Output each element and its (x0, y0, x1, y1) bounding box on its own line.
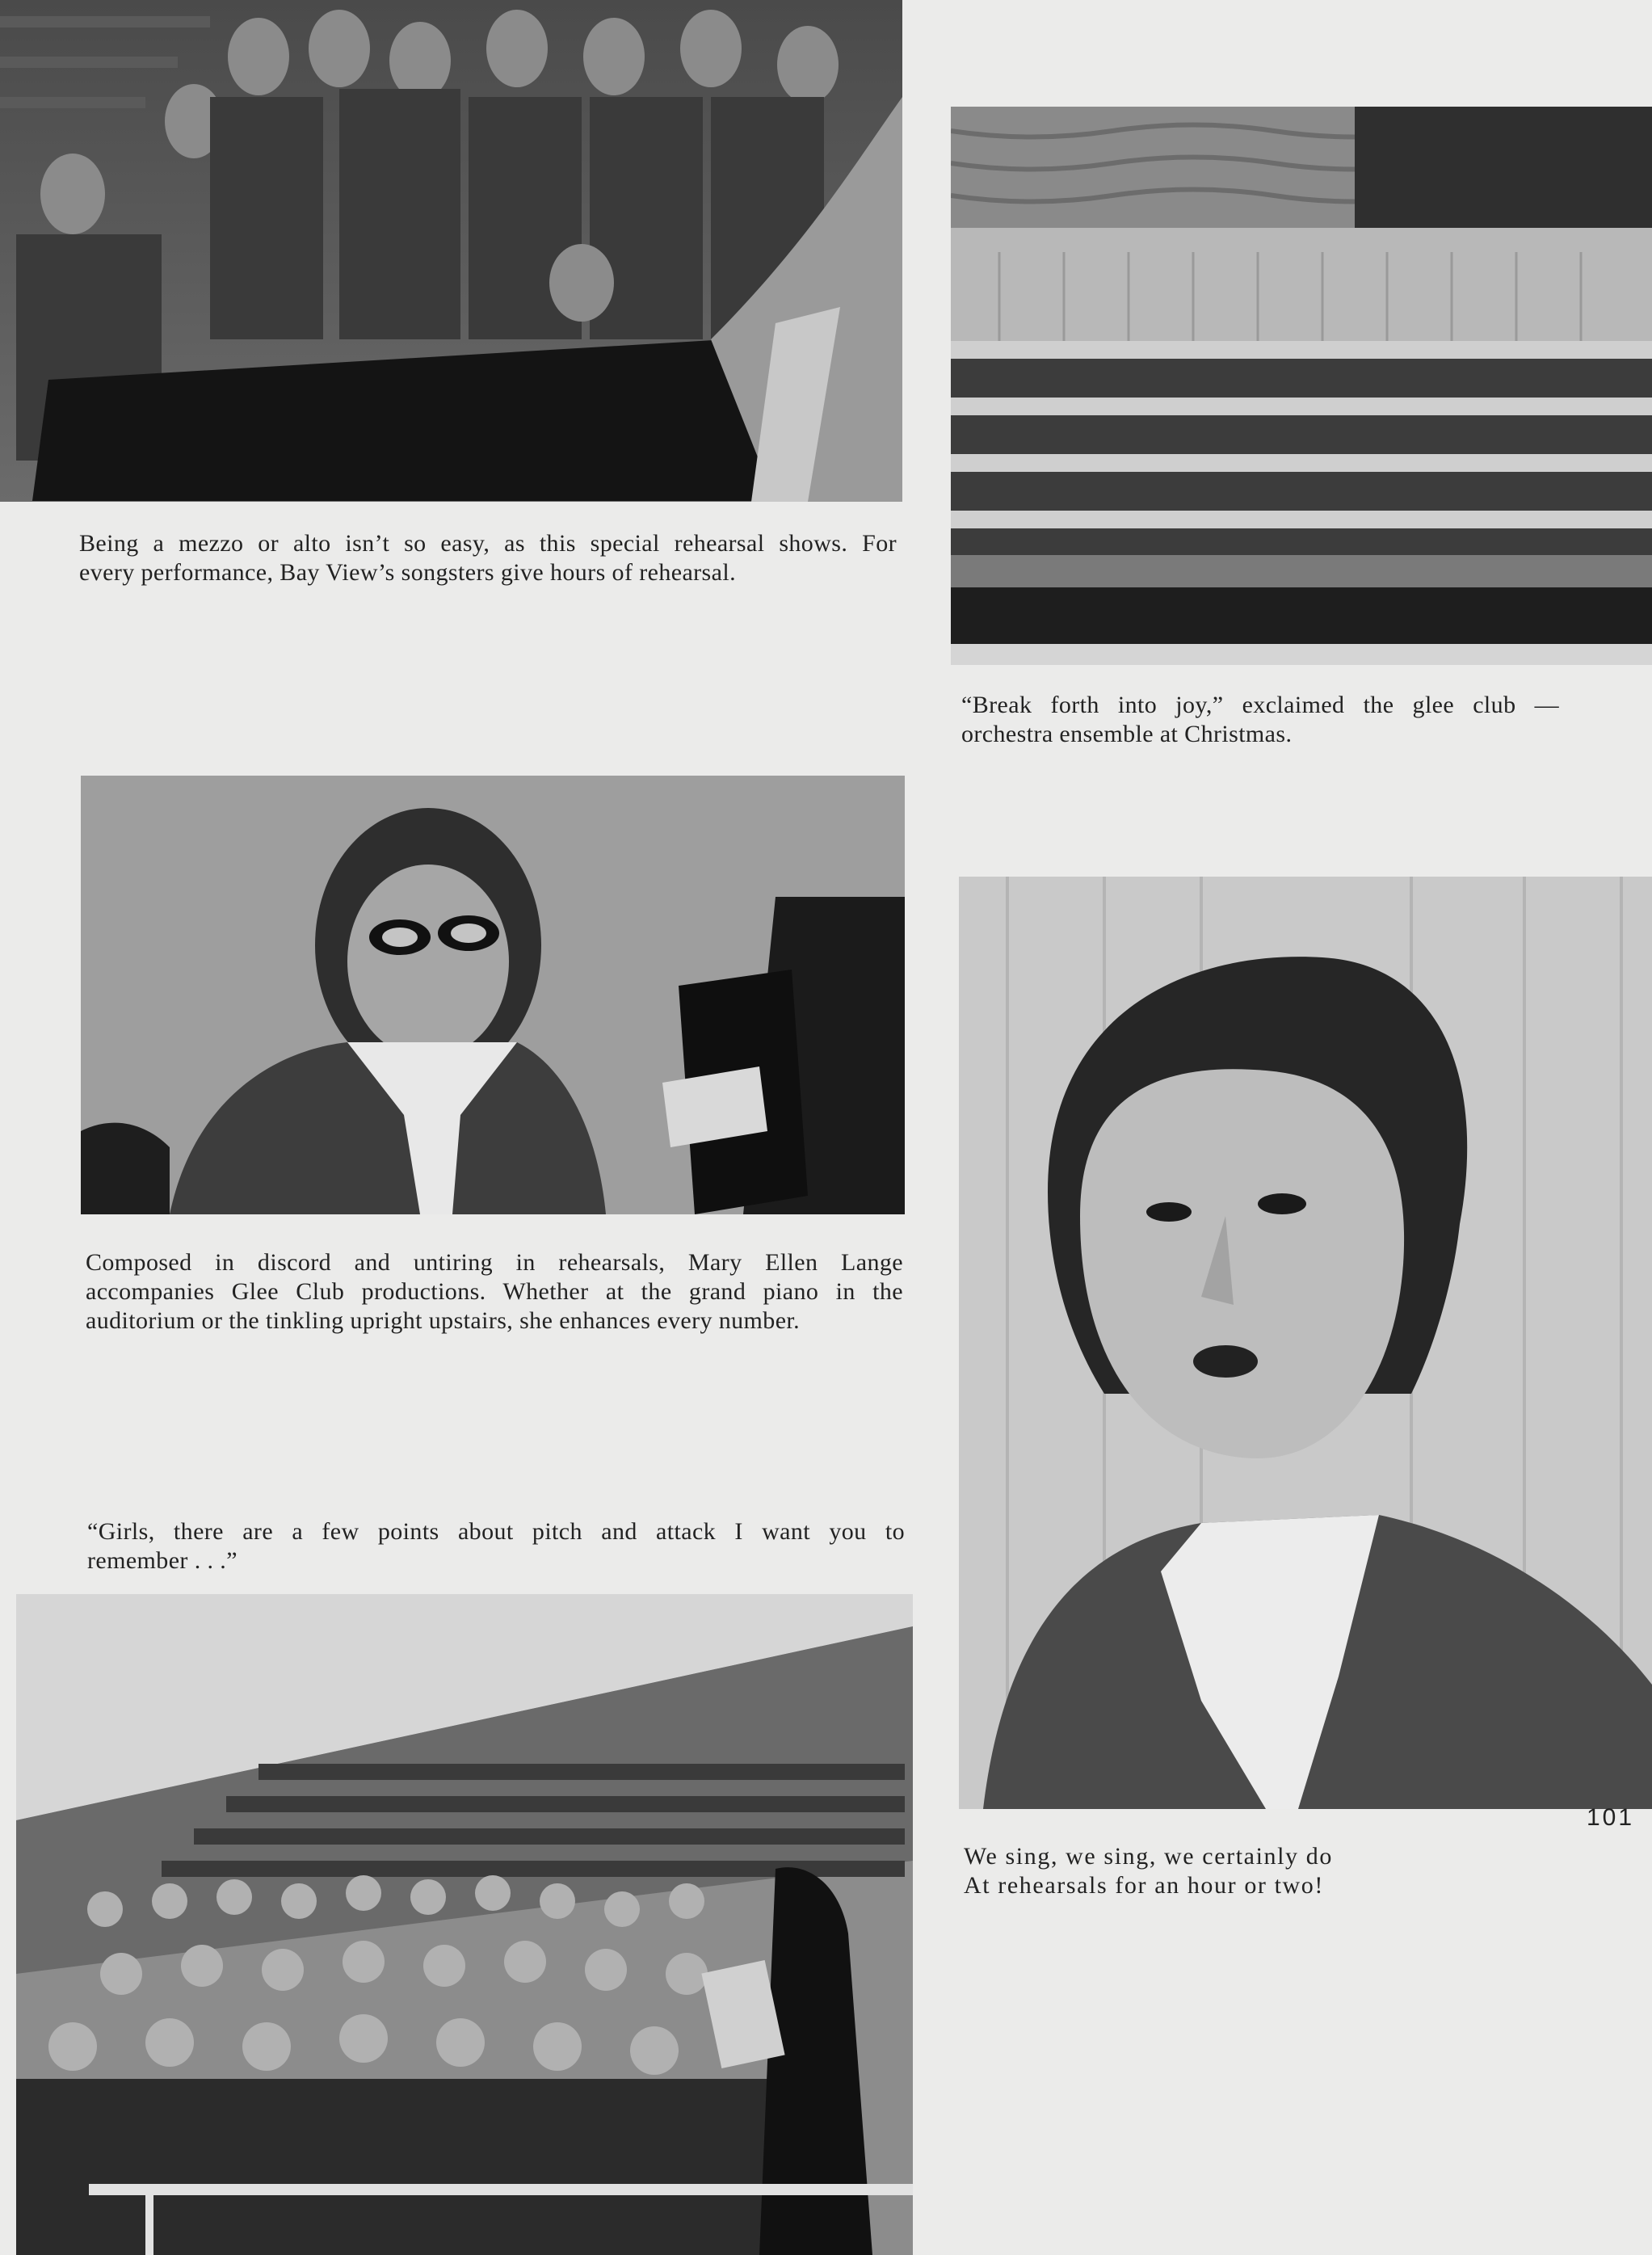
photo-auditorium-rehearsal (16, 1594, 913, 2255)
photo-piano-rehearsal (0, 0, 902, 502)
caption-christmas (961, 691, 1559, 749)
caption-girls-line-2: remember . . .” (87, 1547, 238, 1574)
caption-sing-line-2: At rehearsals for an hour or two! (964, 1872, 1324, 1899)
caption-pianist-line-3: auditorium or the tinkling upright upstairs, she enhances every number. (86, 1307, 801, 1334)
caption-christmas-line-2: orchestra ensemble at Christmas. (961, 721, 1293, 747)
caption-rehearsal (79, 529, 897, 587)
caption-pianist-line-2: accompanies Glee Club productions. Whether at the grand piano in the (86, 1278, 903, 1305)
caption-sing-line-1: We sing, we sing, we certainly do (964, 1843, 1333, 1870)
caption-rehearsal-line-1: Being a mezzo or alto isn’t so easy, as this special rehearsal shows. For (79, 530, 897, 557)
caption-sing (964, 1842, 1384, 1900)
caption-pianist (86, 1248, 903, 1336)
caption-pianist-line-1: Composed in discord and untiring in rehearsals, Mary Ellen Lange (86, 1249, 903, 1276)
page-number: 101 (1587, 1804, 1635, 1831)
photo-christmas-ensemble (951, 107, 1652, 665)
photo-singer-portrait (959, 877, 1652, 1809)
caption-girls (87, 1517, 905, 1576)
caption-girls-line-1: “Girls, there are a few points about pitch and attack I want you to (87, 1518, 905, 1545)
caption-rehearsal-line-2: every performance, Bay View’s songsters give hours of rehearsal. (79, 559, 736, 586)
caption-christmas-line-1: “Break forth into joy,” exclaimed the glee club — (961, 692, 1559, 718)
photo-pianist (81, 776, 905, 1214)
